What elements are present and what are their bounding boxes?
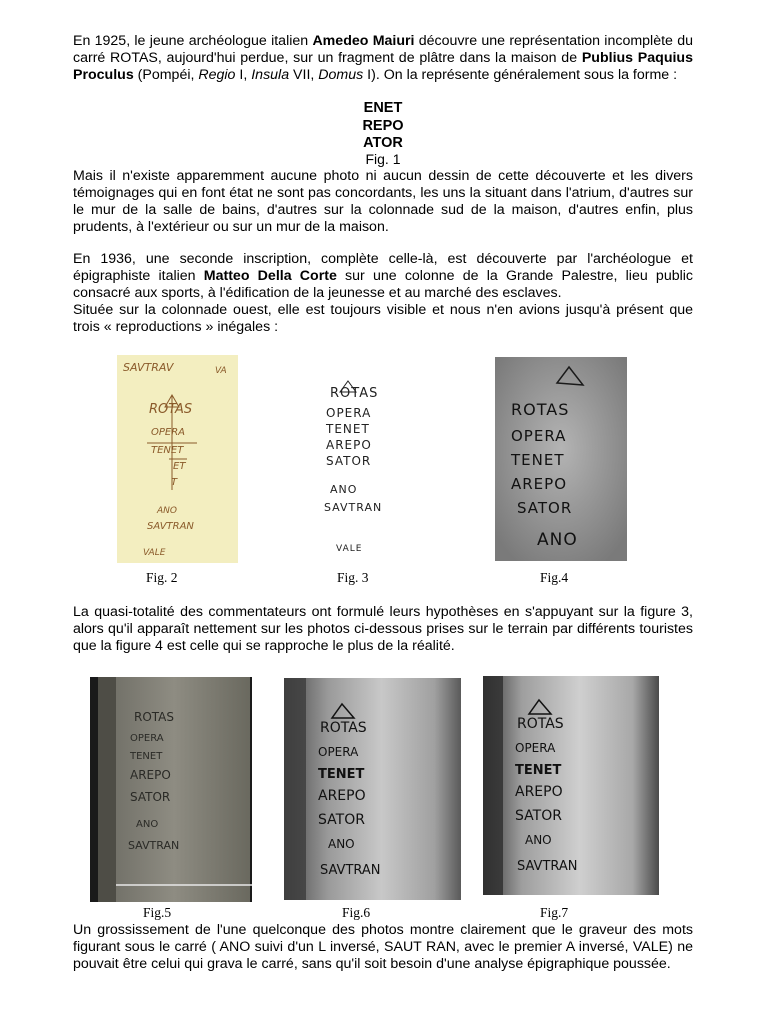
fig2-text-8: ANO <box>157 506 177 516</box>
fig4-text-1: ROTAS <box>511 400 570 419</box>
fig6-text-5: SATOR <box>318 812 365 828</box>
fig2-text-6: ET <box>173 461 186 472</box>
fig5-text-4: AREPO <box>130 768 171 782</box>
fig2-text-1: SAVTRAV <box>123 361 174 374</box>
fig7-text-6: ANO <box>525 833 552 847</box>
fig7-text-3: TENET <box>515 763 562 778</box>
fig2-caption: Fig. 2 <box>146 570 178 585</box>
fig6-text-4: AREPO <box>318 788 366 804</box>
name-amedeo-maiuri: Amedeo Maiuri <box>312 33 415 49</box>
fig7-image <box>483 676 659 895</box>
fig5-caption: Fig.5 <box>143 905 172 920</box>
fig5-text-2: OPERA <box>130 733 164 744</box>
fig2-text-5: TENET <box>151 445 184 456</box>
fig6-text-6: ANO <box>328 837 355 851</box>
fig6-text-7: SAVTRAN <box>320 863 381 878</box>
fig3-text-1: ROTAS <box>330 386 379 401</box>
fig5-text-6: ANO <box>136 819 159 830</box>
fig2-text-2: VA <box>215 366 227 376</box>
fig3-image <box>320 375 416 557</box>
fig4-caption: Fig.4 <box>540 570 569 585</box>
square-line-2: REPO <box>362 117 404 134</box>
fig6-image <box>284 678 461 900</box>
paragraph-2: Mais il n'existe apparemment aucune photo ni aucun dessin de cette découverte et les divers témoignages qui en font état ne sont pas concordants, les uns la situant dans l'atrium, d'autres sur le mur de la salle de bains, d'autres sur la colonnade sud de la maison, d'autres enfin, plus prudents, à l'extérieur ou sur un mur de la maison. <box>73 168 693 235</box>
paragraph-4: La quasi-totalité des commentateurs ont formulé leurs hypothèses en s'appuyant sur la figure 3, alors qu'il apparaît nettement sur les photos ci-dessous prises sur le terrain par différents touristes que la figure 4 est celle qui se rapproche le plus de la réalité. <box>73 604 693 654</box>
fig3-text-7: SAVTRAN <box>324 501 383 514</box>
square-fragment <box>73 100 693 153</box>
fig2-image <box>117 355 238 563</box>
paragraph-5: Un grossissement de l'une quelconque des photos montre clairement que le graveur des mots figurant sous le carré ( ANO suivi d'un L inversé, SAUT RAN, avec le premier A inversé, VALE) ne pouvait être celui qui grava le carré, sans qu'il soit besoin d'une analyse épigraphique poussée. <box>73 922 693 972</box>
fig6-text-1: ROTAS <box>320 720 367 736</box>
fig7-text-4: AREPO <box>515 784 563 800</box>
name-matteo-della-corte: Matteo Della Corte <box>203 268 337 284</box>
fig4-text-2: OPERA <box>511 427 567 445</box>
fig3-text-8: VALE <box>336 544 363 554</box>
fig7-text-2: OPERA <box>515 741 556 755</box>
name-publius-paquius-proculus: Publius Paquius Proculus <box>73 50 693 83</box>
fig3-text-6: ANO <box>330 483 358 496</box>
fig2-text-4: OPERA <box>151 427 186 438</box>
fig1-caption: Fig. 1 <box>365 151 401 167</box>
fig4-image <box>495 357 627 561</box>
fig3-text-3: TENET <box>326 422 370 436</box>
fig4-text-4: AREPO <box>511 475 568 493</box>
fig7-text-7: SAVTRAN <box>517 859 578 874</box>
fig2-text-9: SAVTRAN <box>147 521 194 532</box>
fig2-text-7: T <box>171 477 178 488</box>
fig7-caption: Fig.7 <box>540 905 569 920</box>
fig5-text-3: TENET <box>130 751 163 762</box>
fig5-text-5: SATOR <box>130 790 171 804</box>
fig3-caption: Fig. 3 <box>337 570 369 585</box>
fig6-text-3: TENET <box>318 767 365 782</box>
fig6-caption: Fig.6 <box>342 905 371 920</box>
fig4-text-6: ANO <box>537 530 578 550</box>
fig7-text-5: SATOR <box>515 808 562 824</box>
fig4-text-5: SATOR <box>517 499 573 517</box>
fig3-text-4: AREPO <box>326 438 372 452</box>
fig5-image <box>90 677 252 902</box>
fig6-text-2: OPERA <box>318 745 359 759</box>
fig5-text-1: ROTAS <box>134 710 175 724</box>
fig2-text-10: VALE <box>143 548 166 558</box>
fig3-text-2: OPERA <box>326 406 372 420</box>
intro-paragraph: En 1925, le jeune archéologue italien Amedeo Maiuri découvre une représentation incomplète du carré ROTAS, aujourd'hui perdue, sur un fragment de plâtre dans la maison de Publius Paquius Proculus (Pompéi, Regio I, Insula VII, Domus I). On la représente généralement sous la forme : <box>73 33 693 83</box>
fig5-text-7: SAVTRAN <box>128 839 180 852</box>
paragraph-3: En 1936, une seconde inscription, complète celle-là, est découverte par l'archéologue et épigraphiste italien Matteo Della Corte sur une colonne de la Grande Palestre, lieu public consacré aux sports, à l'édification de la jeunesse et au marché des esclaves. Située sur la colonnade ouest, elle est toujours visible et nous n'en avions jusqu'à présent que trois « reproductions » inégales : <box>73 251 693 335</box>
square-line-1: ENET <box>363 100 403 116</box>
fig2-text-3: ROTAS <box>149 402 193 417</box>
fig4-text-3: TENET <box>511 451 565 469</box>
fig3-text-5: SATOR <box>326 454 372 468</box>
fig7-text-1: ROTAS <box>517 716 564 732</box>
square-line-3: ATOR <box>363 135 403 151</box>
